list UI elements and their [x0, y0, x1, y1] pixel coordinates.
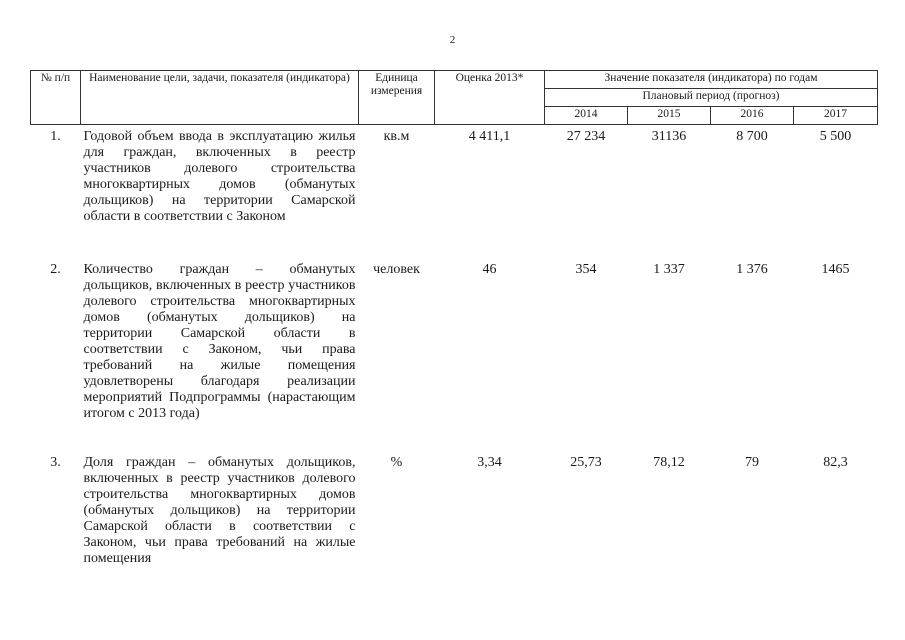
row-number: 1. — [50, 129, 61, 144]
page-number: 2 — [449, 34, 456, 46]
indicator-name: Доля граждан – обманутых дольщиков, включенных в реестр участников долевого строительства многоквартирных домов (обманутых дольщиков) на территории Самарской области в соответствии с Законом, чьи права требований на жилые помещения — [83, 455, 356, 566]
header-number: № п/п — [31, 71, 81, 125]
table-row — [31, 254, 878, 447]
header-year: 2015 — [628, 107, 711, 125]
year-value: 1465 — [821, 262, 850, 277]
year-value: 31136 — [651, 129, 687, 144]
header-year: 2017 — [794, 107, 878, 125]
year-value: 5 500 — [819, 129, 852, 144]
year-value: 27 234 — [566, 129, 606, 144]
header-year: 2016 — [711, 107, 794, 125]
year-value: 25,73 — [570, 455, 602, 470]
row-number: 3. — [50, 455, 61, 470]
indicator-unit: % — [390, 455, 403, 470]
indicators-table — [30, 70, 878, 567]
year-value: 79 — [745, 455, 759, 470]
table-row — [31, 447, 878, 567]
year-value: 1 337 — [653, 262, 685, 277]
table-header — [31, 71, 878, 125]
estimate-value: 46 — [482, 262, 497, 277]
indicator-name: Количество граждан – обманутых дольщиков, включенных в реестр участников долевого строительства многоквартирных домов (обманутых дольщиков) на территории Самарской области в соответствии с Законом, чьи права требований на жилые помещения удовлетворены благодаря реализации мероприятий Подпрограммы (нарастающим итогом с 2013 года) — [83, 262, 356, 421]
header-name: Наименование цели, задачи, показателя (индикатора) — [81, 71, 359, 125]
header-period: Плановый период (прогноз) — [545, 89, 878, 107]
row-number: 2. — [50, 262, 61, 277]
estimate-value: 3,34 — [477, 455, 502, 470]
year-value: 78,12 — [653, 455, 685, 470]
indicator-unit: кв.м — [383, 129, 410, 144]
year-value: 8 700 — [736, 129, 768, 144]
indicator-unit: человек — [373, 262, 420, 277]
header-year: 2014 — [545, 107, 628, 125]
indicator-name: Годовой объем ввода в эксплуатацию жилья для граждан, включенных в реестр участников долевого строительства многоквартирных домов (обманутых дольщиков) на территории Самарской области в соответствии с Законом — [83, 129, 356, 224]
estimate-value: 4 411,1 — [468, 129, 511, 144]
year-value: 82,3 — [823, 455, 848, 470]
table-row — [31, 125, 878, 255]
header-estimate: Оценка 2013* — [435, 71, 545, 125]
header-unit: Единица измерения — [359, 71, 435, 125]
header-years-title: Значение показателя (индикатора) по годам — [545, 71, 878, 89]
year-value: 1 376 — [736, 262, 768, 277]
year-value: 354 — [575, 262, 597, 277]
